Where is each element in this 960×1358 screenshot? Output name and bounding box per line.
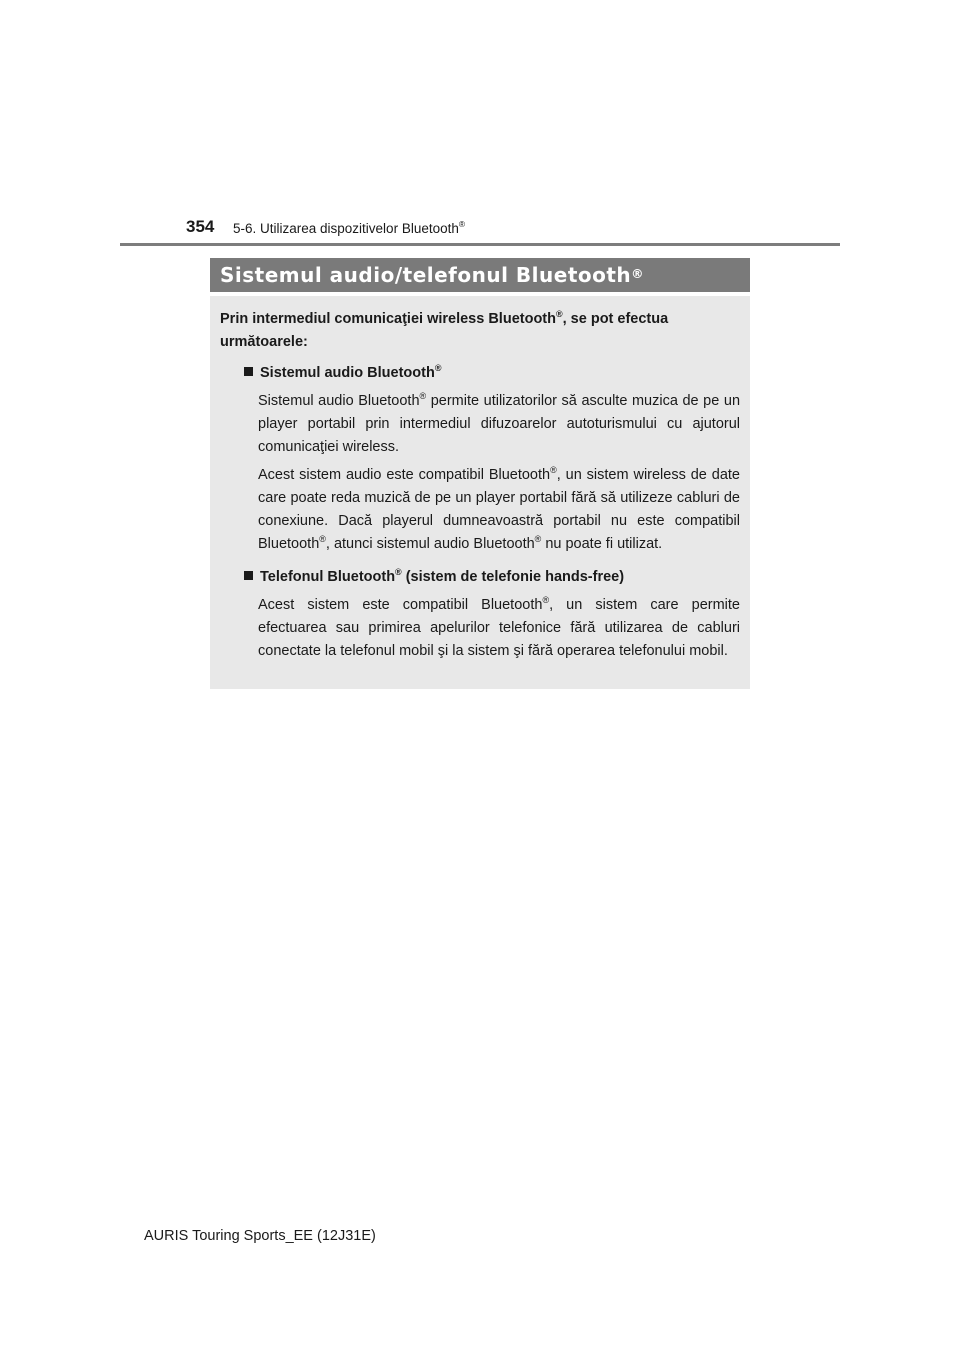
paragraph-text: nu poate fi utilizat.	[541, 536, 663, 552]
paragraph-text: Sistemul audio Bluetooth	[258, 393, 420, 409]
paragraph-text: Acest sistem audio este compatibil Bluetooth	[258, 467, 551, 483]
topic-title-bar: Sistemul audio/telefonul Bluetooth ®	[210, 258, 750, 292]
paragraph-text: Acest sistem este compatibil Bluetooth	[258, 597, 543, 613]
paragraph-text: permite utilizatorilor să asculte muzica de pe un player portabil prin intermediul difuzoarelor autoturismului cu ajutorul comunicaţiei wireless.	[258, 393, 741, 455]
intro-text	[220, 308, 740, 354]
paragraph-text: , un sistem wireless de date care poate reda muzică de pe un player portabil fără să utilizeze cabluri de conexiune. Dacă playerul dumneavoastră portabil nu este compatibil Bluetooth	[258, 467, 740, 552]
registered-mark: ®	[556, 308, 563, 319]
document-footer: AURIS Touring Sports_EE (12J31E)	[144, 1228, 376, 1244]
intro-text-part: , se pot efectua următoarele:	[220, 311, 669, 350]
registered-mark: ®	[550, 464, 557, 475]
registered-mark: ®	[395, 566, 402, 577]
paragraph-text: , un sistem care permite efectuarea sau primirea apelurilor telefonice fără utilizarea de cabluri conectate la telefonul mobil şi la sistem şi fără operarea telefonului mobil.	[258, 597, 740, 659]
registered-mark: ®	[319, 533, 326, 544]
feature-title-text: (sistem de telefonie hands-free)	[401, 569, 625, 585]
info-panel	[210, 296, 750, 689]
square-bullet-icon	[244, 571, 253, 580]
section-title	[233, 221, 465, 236]
square-bullet-icon	[244, 367, 253, 376]
page-number: 354	[186, 217, 215, 236]
feature-phone	[220, 566, 740, 663]
topic-title: Sistemul audio/telefonul Bluetooth	[220, 263, 632, 287]
registered-mark: ®	[419, 390, 427, 401]
feature-audio	[220, 362, 740, 556]
intro-text-part: Prin intermediul comunicaţiei wireless Bluetooth	[220, 311, 556, 327]
feature-title	[244, 362, 740, 385]
feature-paragraph	[258, 390, 740, 459]
feature-title-text: Sistemul audio Bluetooth	[260, 365, 435, 381]
registered-mark: ®	[534, 533, 542, 544]
feature-paragraph	[258, 464, 740, 556]
section-title-text: 5-6. Utilizarea dispozitivelor Bluetooth	[233, 221, 459, 236]
registered-mark: ®	[458, 219, 466, 230]
paragraph-text: , atunci sistemul audio Bluetooth	[325, 536, 535, 552]
header-divider	[120, 243, 840, 246]
registered-mark: ®	[434, 362, 442, 373]
feature-paragraph	[258, 594, 740, 663]
feature-title-text: Telefonul Bluetooth	[260, 569, 396, 585]
registered-mark: ®	[542, 594, 550, 605]
feature-title	[244, 566, 740, 589]
page-header	[0, 0, 960, 250]
